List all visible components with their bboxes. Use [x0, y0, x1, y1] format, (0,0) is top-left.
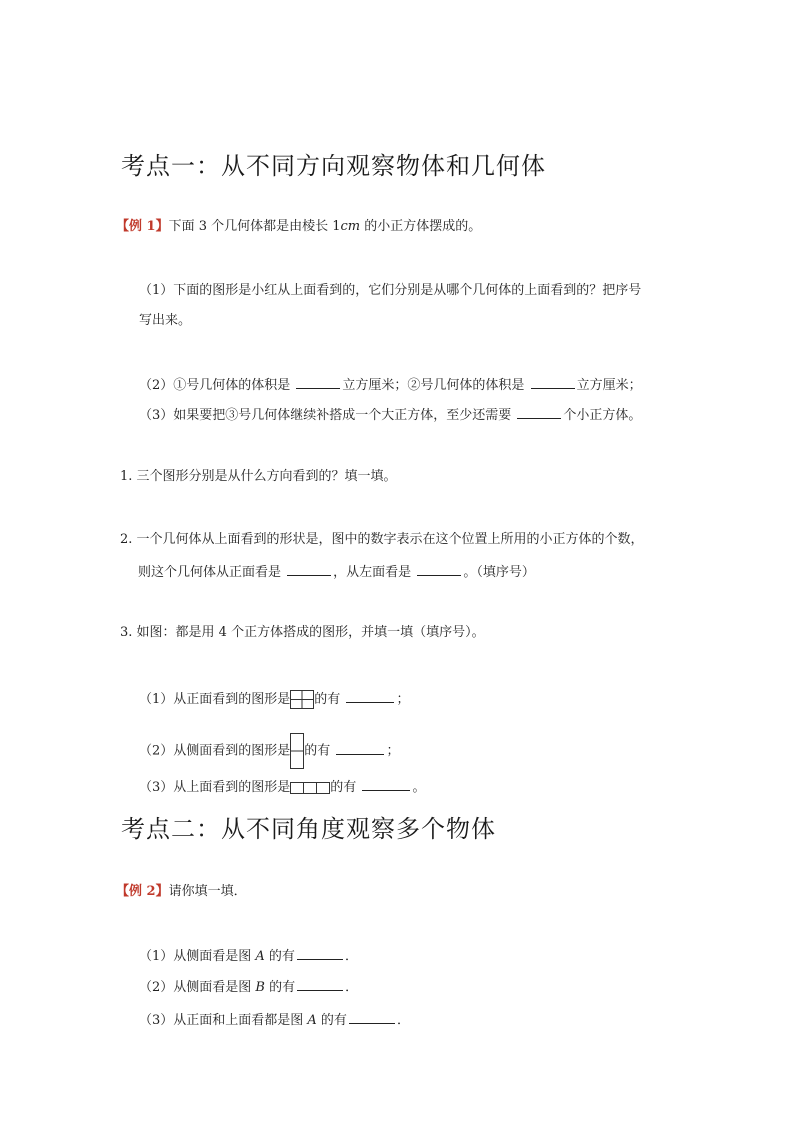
figure-a-label: A [307, 1013, 317, 1028]
e2q2-text-a: （2）从侧面看是图 [139, 980, 256, 995]
example-2-question-2 [139, 977, 358, 997]
section-2-title: 考点二：从不同角度观察多个物体 [121, 815, 496, 843]
s1-text-b: 的有 [314, 692, 341, 707]
s2-text-b: 的有 [304, 743, 331, 759]
answer-blank[interactable] [297, 946, 343, 960]
q2-text-b: 立方厘米；②号几何体的体积是 [342, 378, 525, 393]
question-2 [139, 375, 642, 395]
item-2-line-1: 2. 一个几何体从上面看到的形状是，图中的数字表示在这个位置上所用的小正方体的个数， [120, 532, 644, 547]
figure-b-label: B [255, 980, 265, 995]
answer-blank[interactable] [296, 375, 340, 389]
example-1-intro [116, 218, 481, 236]
e2q1-text-c: ． [344, 949, 358, 964]
e2q3-text-c: ． [396, 1013, 410, 1028]
s2-text-a: （2）从侧面看到的图形是 [139, 743, 291, 759]
q2-text-c: 立方厘米； [576, 378, 642, 393]
sub-question-1 [139, 689, 409, 709]
intro-text-b: 的小正方体摆成的。 [360, 219, 482, 234]
q3-text-a: （3）如果要把③号几何体继续补搭成一个大正方体，至少还需要 [139, 408, 512, 423]
intro-text-a: 下面 3 个几何体都是由棱长 1 [168, 219, 341, 234]
e2q1-text-b: 的有 [264, 949, 295, 964]
vertical-two-square-icon [290, 733, 304, 769]
answer-blank[interactable] [336, 741, 384, 755]
answer-blank[interactable] [287, 562, 331, 576]
answer-blank[interactable] [349, 1010, 395, 1024]
answer-blank[interactable] [417, 562, 461, 576]
question-1-line-1: （1）下面的图形是小红从上面看到的，它们分别是从哪个几何体的上面看到的？把序号 [139, 283, 642, 298]
sub-question-2 [139, 733, 399, 769]
s3-text-a: （3）从上面看到的图形是 [139, 780, 291, 795]
answer-blank[interactable] [362, 777, 410, 791]
s3-text-b: 的有 [330, 780, 357, 795]
question-3 [139, 405, 641, 425]
e2q3-text-a: （3）从正面和上面看都是图 [139, 1013, 308, 1028]
s1-text-c: ； [396, 692, 410, 707]
e2q3-text-b: 的有 [316, 1013, 347, 1028]
two-by-two-grid-icon [290, 690, 314, 709]
answer-blank[interactable] [517, 405, 561, 419]
i2-text-c: ，从左面看是 [333, 565, 412, 580]
q2-text-a: （2）①号几何体的体积是 [139, 378, 291, 393]
item-2-line-2 [138, 562, 535, 582]
horizontal-three-square-icon [290, 782, 330, 794]
example-1-tag: 【例 1】 [116, 219, 169, 234]
unit-cm: cm [340, 219, 361, 234]
s1-text-a: （1）从正面看到的图形是 [139, 692, 291, 707]
e2q2-text-b: 的有 [264, 980, 296, 995]
i2-text-d: 。（填序号） [463, 565, 535, 580]
example-2-intro [116, 883, 247, 901]
s3-text-c: 。 [412, 780, 426, 795]
sub-question-3 [139, 777, 425, 797]
q3-text-b: 个小正方体。 [563, 408, 642, 423]
answer-blank[interactable] [297, 977, 343, 991]
example-2-tag: 【例 2】 [116, 884, 169, 899]
figure-a-label: A [255, 949, 265, 964]
answer-blank[interactable] [346, 689, 394, 703]
section-1-title: 考点一：从不同方向观察物体和几何体 [121, 152, 546, 180]
item-3: 3. 如图：都是用 4 个正方体搭成的图形，并填一填（填序号）。 [120, 625, 485, 640]
example-2-question-1 [139, 946, 358, 966]
answer-blank[interactable] [531, 375, 575, 389]
example-2-text: 请你填一填． [168, 884, 247, 899]
question-1-line-2: 写出来。 [139, 313, 192, 328]
e2q2-text-c: ． [345, 980, 359, 995]
i2-text-b: 则这个几何体从正面看是 [138, 565, 282, 580]
e2q1-text-a: （1）从侧面看是图 [139, 949, 256, 964]
example-2-question-3 [139, 1010, 410, 1030]
s2-text-c: ； [386, 743, 400, 759]
item-1: 1. 三个图形分别是从什么方向看到的？填一填。 [120, 469, 397, 484]
